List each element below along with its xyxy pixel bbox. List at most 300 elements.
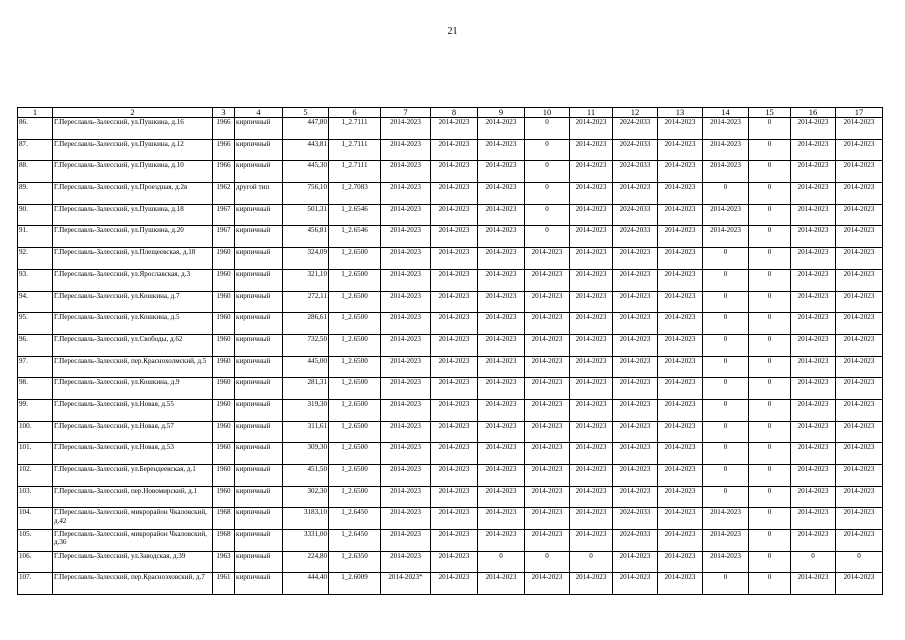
area-cell: 272,11 (283, 291, 329, 313)
period-cell: 2014-2023 (791, 573, 836, 595)
period-cell: 2014-2023 (431, 161, 478, 183)
area-cell: 321,10 (283, 269, 329, 291)
period-cell: 0 (749, 443, 791, 465)
area-cell: 447,80 (283, 118, 329, 140)
period-cell: 2014-2023 (658, 139, 703, 161)
period-cell: 0 (703, 465, 749, 487)
material-cell: кирпичный (235, 118, 283, 140)
area-cell: 451,50 (283, 465, 329, 487)
period-cell: 2014-2023 (525, 530, 570, 552)
column-header: 14 (703, 108, 749, 118)
period-cell: 2014-2023 (381, 486, 431, 508)
table-row (18, 421, 883, 443)
column-header: 10 (525, 108, 570, 118)
code-cell: 1_2.6500 (329, 269, 381, 291)
period-cell: 0 (749, 530, 791, 552)
area-cell: 309,30 (283, 443, 329, 465)
period-cell: 2014-2023 (431, 421, 478, 443)
period-cell: 2014-2023 (836, 443, 883, 465)
table-row (18, 356, 883, 378)
material-cell: кирпичный (235, 356, 283, 378)
period-cell: 2014-2023 (478, 204, 525, 226)
period-cell: 2014-2023 (613, 356, 658, 378)
period-cell: 2014-2023 (381, 204, 431, 226)
code-cell: 1_2.6450 (329, 530, 381, 552)
code-cell: 1_2.6500 (329, 313, 381, 335)
row-number-cell: 105. (18, 530, 53, 552)
period-cell: 2024-2033 (613, 530, 658, 552)
period-cell: 2014-2023 (836, 313, 883, 335)
period-cell: 0 (749, 465, 791, 487)
row-number-cell: 100. (18, 421, 53, 443)
area-cell: 445,30 (283, 161, 329, 183)
period-cell: 2014-2023 (570, 334, 613, 356)
period-cell: 2014-2023 (525, 421, 570, 443)
period-cell: 2014-2023 (570, 530, 613, 552)
year-cell: 1960 (213, 291, 235, 313)
period-cell: 2014-2023 (658, 161, 703, 183)
year-cell: 1960 (213, 334, 235, 356)
code-cell: 1_2.6546 (329, 226, 381, 248)
period-cell: 2014-2023 (478, 118, 525, 140)
period-cell: 0 (703, 486, 749, 508)
column-header: 2 (53, 108, 213, 118)
row-number-cell: 101. (18, 443, 53, 465)
period-cell: 2014-2023 (613, 573, 658, 595)
material-cell: кирпичный (235, 399, 283, 421)
year-cell: 1967 (213, 204, 235, 226)
period-cell: 0 (791, 551, 836, 573)
period-cell: 2014-2023 (525, 443, 570, 465)
area-cell: 302,30 (283, 486, 329, 508)
period-cell: 2014-2023 (703, 508, 749, 530)
material-cell: кирпичный (235, 551, 283, 573)
column-header: 13 (658, 108, 703, 118)
period-cell: 2014-2023 (478, 183, 525, 205)
period-cell: 2014-2023 (658, 443, 703, 465)
row-number-cell: 96. (18, 334, 53, 356)
table-row (18, 508, 883, 530)
period-cell: 2014-2023 (658, 508, 703, 530)
period-cell: 2014-2023 (791, 248, 836, 270)
table-row (18, 378, 883, 400)
period-cell: 2014-2023 (570, 378, 613, 400)
code-cell: 1_2.6500 (329, 378, 381, 400)
year-cell: 1960 (213, 356, 235, 378)
row-number-cell: 87. (18, 139, 53, 161)
table-row (18, 334, 883, 356)
period-cell: 0 (749, 334, 791, 356)
period-cell: 2014-2023 (836, 334, 883, 356)
table-row (18, 183, 883, 205)
housing-register-table (17, 107, 883, 595)
period-cell: 2014-2023 (791, 443, 836, 465)
period-cell: 2014-2023 (381, 399, 431, 421)
period-cell: 0 (703, 269, 749, 291)
code-cell: 1_2.7111 (329, 139, 381, 161)
row-number-cell: 88. (18, 161, 53, 183)
period-cell: 2014-2023 (478, 573, 525, 595)
period-cell: 0 (836, 551, 883, 573)
period-cell: 0 (749, 508, 791, 530)
column-header: 4 (235, 108, 283, 118)
area-cell: 444,40 (283, 573, 329, 595)
period-cell: 2014-2023 (613, 551, 658, 573)
period-cell: 2014-2023 (431, 356, 478, 378)
period-cell: 2014-2023 (381, 118, 431, 140)
period-cell: 2014-2023 (658, 226, 703, 248)
period-cell: 2014-2023 (525, 399, 570, 421)
address-cell: Г.Переславль-Залесский, ул.Пушкина, д.16 (53, 118, 213, 140)
year-cell: 1960 (213, 269, 235, 291)
period-cell: 2014-2023 (658, 291, 703, 313)
period-cell: 2014-2023 (613, 313, 658, 335)
area-cell: 456,81 (283, 226, 329, 248)
period-cell: 2014-2023 (836, 486, 883, 508)
period-cell: 0 (478, 551, 525, 573)
period-cell: 2014-2023 (381, 226, 431, 248)
period-cell: 2014-2023 (431, 269, 478, 291)
table-row (18, 313, 883, 335)
material-cell: кирпичный (235, 248, 283, 270)
period-cell: 2014-2023 (431, 486, 478, 508)
period-cell: 2014-2023 (381, 421, 431, 443)
period-cell: 2014-2023 (791, 226, 836, 248)
row-number-cell: 98. (18, 378, 53, 400)
period-cell: 2014-2023 (791, 204, 836, 226)
material-cell: кирпичный (235, 204, 283, 226)
period-cell: 0 (703, 573, 749, 595)
period-cell: 2014-2023 (836, 269, 883, 291)
period-cell: 2014-2023 (431, 226, 478, 248)
period-cell: 0 (749, 486, 791, 508)
period-cell: 2014-2023 (570, 465, 613, 487)
address-cell: Г.Переславль-Залесский, ул.Заводская, д.39 (53, 551, 213, 573)
address-cell: Г.Переславль-Залесский, ул.Плещеевская, д.18 (53, 248, 213, 270)
period-cell: 0 (525, 204, 570, 226)
period-cell: 2014-2023 (525, 334, 570, 356)
address-cell: Г.Переславль-Залесский, микрорайон Чкаловский, д.42 (53, 508, 213, 530)
table-row (18, 573, 883, 595)
table-row (18, 139, 883, 161)
period-cell: 2014-2023 (381, 139, 431, 161)
year-cell: 1967 (213, 226, 235, 248)
material-cell: кирпичный (235, 465, 283, 487)
period-cell: 2014-2023 (658, 334, 703, 356)
row-number-cell: 103. (18, 486, 53, 508)
period-cell: 2014-2023 (836, 399, 883, 421)
table-row (18, 161, 883, 183)
period-cell: 2014-2023 (836, 378, 883, 400)
table-row (18, 530, 883, 552)
material-cell: кирпичный (235, 486, 283, 508)
period-cell: 2014-2023 (836, 139, 883, 161)
period-cell: 2014-2023 (381, 356, 431, 378)
period-cell: 2014-2023 (703, 118, 749, 140)
area-cell: 3331,00 (283, 530, 329, 552)
period-cell: 2014-2023 (791, 399, 836, 421)
year-cell: 1963 (213, 551, 235, 573)
period-cell: 2014-2023 (570, 269, 613, 291)
period-cell: 2014-2023 (570, 139, 613, 161)
code-cell: 1_2.6500 (329, 334, 381, 356)
period-cell: 2014-2023 (570, 183, 613, 205)
material-cell: кирпичный (235, 291, 283, 313)
table-row (18, 486, 883, 508)
period-cell: 2014-2023 (791, 183, 836, 205)
period-cell: 2014-2023 (431, 443, 478, 465)
period-cell: 2014-2023 (431, 118, 478, 140)
column-header: 9 (478, 108, 525, 118)
code-cell: 1_2.6500 (329, 356, 381, 378)
material-cell: кирпичный (235, 530, 283, 552)
period-cell: 2014-2023 (381, 508, 431, 530)
year-cell: 1962 (213, 183, 235, 205)
period-cell: 2014-2023 (658, 421, 703, 443)
period-cell: 2014-2023 (478, 530, 525, 552)
address-cell: Г.Переславль-Залесский, микрорайон Чкаловский, д.36 (53, 530, 213, 552)
area-cell: 756,10 (283, 183, 329, 205)
period-cell: 2014-2023 (836, 356, 883, 378)
table-row (18, 269, 883, 291)
year-cell: 1960 (213, 378, 235, 400)
period-cell: 0 (749, 118, 791, 140)
period-cell: 2014-2023 (613, 465, 658, 487)
period-cell: 2014-2023 (613, 378, 658, 400)
column-header: 15 (749, 108, 791, 118)
period-cell: 0 (703, 378, 749, 400)
material-cell: кирпичный (235, 378, 283, 400)
code-cell: 1_2.6500 (329, 486, 381, 508)
address-cell: Г.Переславль-Залесский, пер.Красноэховский, д.7 (53, 573, 213, 595)
period-cell: 0 (703, 313, 749, 335)
period-cell: 2014-2023 (525, 356, 570, 378)
column-header: 8 (431, 108, 478, 118)
period-cell: 2014-2023 (658, 183, 703, 205)
year-cell: 1968 (213, 508, 235, 530)
period-cell: 0 (703, 421, 749, 443)
table-row (18, 118, 883, 140)
period-cell: 2014-2023 (791, 139, 836, 161)
period-cell: 2014-2023 (570, 313, 613, 335)
material-cell: кирпичный (235, 573, 283, 595)
period-cell: 2014-2023 (381, 378, 431, 400)
year-cell: 1966 (213, 118, 235, 140)
material-cell: кирпичный (235, 226, 283, 248)
period-cell: 2014-2023 (381, 183, 431, 205)
code-cell: 1_2.7111 (329, 161, 381, 183)
period-cell: 2014-2023 (478, 443, 525, 465)
row-number-cell: 92. (18, 248, 53, 270)
address-cell: Г.Переславль-Залесский, ул.Новая, д.53 (53, 443, 213, 465)
period-cell: 2014-2023 (525, 313, 570, 335)
period-cell: 2014-2023 (431, 508, 478, 530)
row-number-cell: 93. (18, 269, 53, 291)
column-header: 17 (836, 108, 883, 118)
area-cell: 281,31 (283, 378, 329, 400)
table-row (18, 399, 883, 421)
row-number-cell: 91. (18, 226, 53, 248)
period-cell: 2014-2023 (791, 356, 836, 378)
period-cell: 0 (749, 573, 791, 595)
page-number: 21 (447, 26, 458, 37)
period-cell: 0 (703, 291, 749, 313)
column-header: 12 (613, 108, 658, 118)
address-cell: Г.Переславль-Залесский, ул.Берендеевская, д.1 (53, 465, 213, 487)
area-cell: 501,31 (283, 204, 329, 226)
period-cell: 2014-2023 (570, 421, 613, 443)
period-cell: 2014-2023 (836, 161, 883, 183)
period-cell: 2014-2023 (613, 248, 658, 270)
period-cell: 0 (749, 139, 791, 161)
period-cell: 0 (749, 291, 791, 313)
material-cell: кирпичный (235, 443, 283, 465)
area-cell: 319,30 (283, 399, 329, 421)
column-header: 11 (570, 108, 613, 118)
period-cell: 2024-2033 (613, 226, 658, 248)
year-cell: 1960 (213, 486, 235, 508)
material-cell: кирпичный (235, 421, 283, 443)
row-number-cell: 86. (18, 118, 53, 140)
period-cell: 0 (749, 421, 791, 443)
period-cell: 2014-2023 (431, 551, 478, 573)
period-cell: 2014-2023 (570, 486, 613, 508)
period-cell: 2014-2023 (703, 530, 749, 552)
period-cell: 2014-2023 (478, 248, 525, 270)
column-header: 16 (791, 108, 836, 118)
column-header: 3 (213, 108, 235, 118)
address-cell: Г.Переславль-Залесский, ул.Кошкина, д.5 (53, 313, 213, 335)
period-cell: 2014-2023 (613, 421, 658, 443)
period-cell: 2014-2023 (478, 508, 525, 530)
address-cell: Г.Переславль-Залесский, пер.Краснохолмский, д.5 (53, 356, 213, 378)
period-cell: 2014-2023 (658, 399, 703, 421)
period-cell: 2014-2023 (570, 443, 613, 465)
period-cell: 2014-2023 (613, 399, 658, 421)
code-cell: 1_2.6500 (329, 399, 381, 421)
period-cell: 0 (525, 183, 570, 205)
period-cell: 2014-2023 (570, 291, 613, 313)
period-cell: 2014-2023 (381, 291, 431, 313)
period-cell: 0 (703, 443, 749, 465)
period-cell: 2014-2023 (381, 334, 431, 356)
period-cell: 2014-2023 (658, 573, 703, 595)
code-cell: 1_2.6546 (329, 204, 381, 226)
row-number-cell: 107. (18, 573, 53, 595)
period-cell: 2014-2023 (703, 551, 749, 573)
period-cell: 2014-2023 (836, 291, 883, 313)
year-cell: 1960 (213, 248, 235, 270)
column-header: 5 (283, 108, 329, 118)
period-cell: 2014-2023 (478, 421, 525, 443)
period-cell: 0 (749, 313, 791, 335)
period-cell: 0 (749, 204, 791, 226)
period-cell: 2014-2023 (478, 313, 525, 335)
area-cell: 324,09 (283, 248, 329, 270)
code-cell: 1_2.6009 (329, 573, 381, 595)
area-cell: 443,81 (283, 139, 329, 161)
period-cell: 2014-2023 (613, 334, 658, 356)
period-cell: 2014-2023 (570, 118, 613, 140)
period-cell: 2024-2033 (613, 204, 658, 226)
code-cell: 1_2.7111 (329, 118, 381, 140)
period-cell: 2014-2023 (791, 269, 836, 291)
address-cell: Г.Переславль-Залесский, пер.Новомирский, д.1 (53, 486, 213, 508)
column-number-row (18, 108, 883, 118)
period-cell: 2014-2023 (478, 226, 525, 248)
material-cell: другой тип (235, 183, 283, 205)
row-number-cell: 102. (18, 465, 53, 487)
period-cell: 2014-2023 (570, 226, 613, 248)
period-cell: 2014-2023 (431, 291, 478, 313)
row-number-cell: 104. (18, 508, 53, 530)
address-cell: Г.Переславль-Залесский, ул.Пушкина, д.12 (53, 139, 213, 161)
period-cell: 2014-2023 (431, 378, 478, 400)
area-cell: 732,50 (283, 334, 329, 356)
period-cell: 2014-2023 (703, 139, 749, 161)
period-cell: 0 (749, 226, 791, 248)
period-cell: 2014-2023 (836, 421, 883, 443)
period-cell: 0 (525, 139, 570, 161)
period-cell: 0 (749, 551, 791, 573)
period-cell: 2014-2023 (570, 161, 613, 183)
period-cell: 2014-2023 (525, 378, 570, 400)
period-cell: 2014-2023 (381, 161, 431, 183)
period-cell: 2014-2023 (431, 399, 478, 421)
period-cell: 2014-2023 (658, 313, 703, 335)
period-cell: 2024-2033 (613, 139, 658, 161)
period-cell: 2014-2023 (478, 269, 525, 291)
period-cell: 2014-2023 (658, 378, 703, 400)
period-cell: 2014-2023 (836, 573, 883, 595)
table-body (18, 118, 883, 595)
period-cell: 2014-2023 (613, 183, 658, 205)
period-cell: 2014-2023 (703, 226, 749, 248)
period-cell: 2014-2023 (478, 356, 525, 378)
code-cell: 1_2.7083 (329, 183, 381, 205)
period-cell: 2014-2023 (381, 313, 431, 335)
area-cell: 286,61 (283, 313, 329, 335)
table-row (18, 291, 883, 313)
period-cell: 2014-2023 (570, 508, 613, 530)
table-row (18, 443, 883, 465)
period-cell: 0 (525, 161, 570, 183)
table-row (18, 204, 883, 226)
period-cell: 2014-2023 (613, 443, 658, 465)
period-cell: 0 (525, 226, 570, 248)
period-cell: 2014-2023 (658, 465, 703, 487)
row-number-cell: 106. (18, 551, 53, 573)
period-cell: 2014-2023 (658, 248, 703, 270)
year-cell: 1960 (213, 421, 235, 443)
year-cell: 1960 (213, 443, 235, 465)
row-number-cell: 97. (18, 356, 53, 378)
year-cell: 1966 (213, 139, 235, 161)
column-header: 6 (329, 108, 381, 118)
period-cell: 2014-2023 (431, 248, 478, 270)
period-cell: 0 (749, 161, 791, 183)
code-cell: 1_2.6500 (329, 248, 381, 270)
code-cell: 1_2.6500 (329, 443, 381, 465)
period-cell: 2014-2023 (791, 334, 836, 356)
area-cell: 224,80 (283, 551, 329, 573)
period-cell: 2014-2023 (478, 378, 525, 400)
period-cell: 2014-2023 (478, 139, 525, 161)
period-cell: 2014-2023 (791, 291, 836, 313)
address-cell: Г.Переславль-Залесский, ул.Проездная, д.2в (53, 183, 213, 205)
column-header: 7 (381, 108, 431, 118)
period-cell: 2014-2023 (613, 486, 658, 508)
